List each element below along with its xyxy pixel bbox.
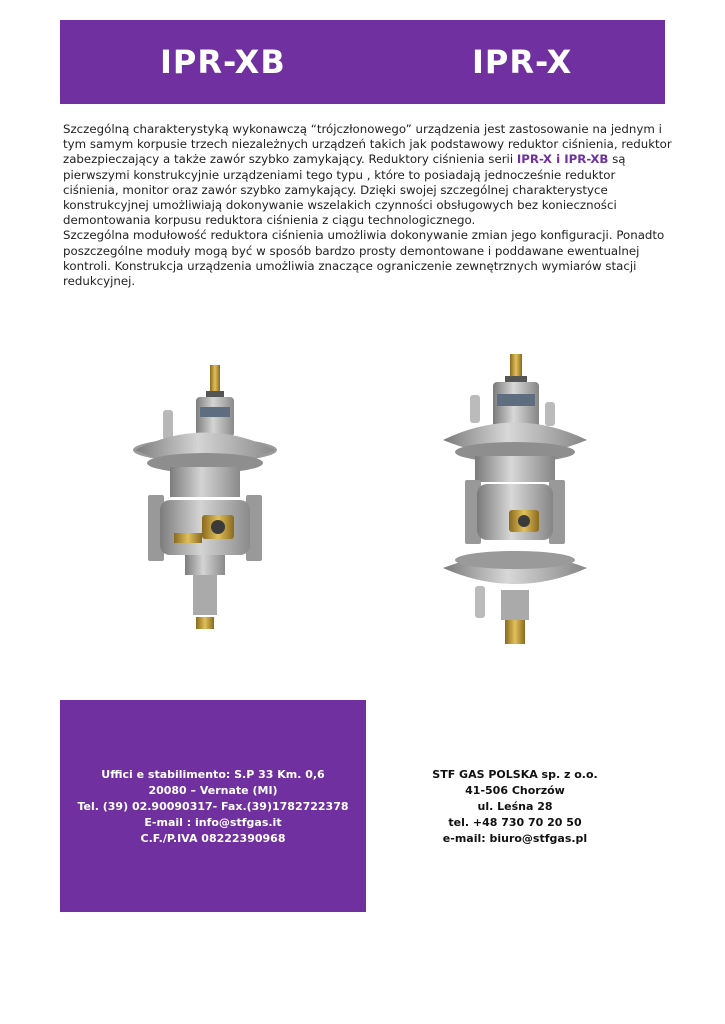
header-banner xyxy=(60,20,665,104)
description-text-a: Szczególną charakterystyką wykonawczą “trójczłonowego” urządzenia jest zastosowanie na jednym i tym samym korpusie trzech niezależnych urządzeń takich jak podstawowy reduktor ciśnienia, reduktor zabezpieczający a także zawór szybko zamykający. Reduktory ciśnienia serii xyxy=(63,122,672,167)
title-ipr-x: IPR-X xyxy=(472,43,573,81)
poland-company: STF GAS POLSKA sp. z o.o. xyxy=(432,768,598,781)
product-description xyxy=(63,122,673,289)
italy-city: 20080 – Vernate (MI) xyxy=(148,784,278,797)
poland-city: 41-506 Chorzów xyxy=(465,784,565,797)
italy-contact-box xyxy=(60,700,366,912)
italy-address: Uffici e stabilimento: S.P 33 Km. 0,6 xyxy=(101,768,325,781)
italy-vat: C.F./P.IVA 08222390968 xyxy=(140,832,286,845)
poland-street: ul. Leśna 28 xyxy=(477,800,553,813)
model-highlight: IPR-X i IPR-XB xyxy=(516,152,609,167)
gas-regulator-ipr-x-image xyxy=(435,350,595,650)
description-paragraph-1 xyxy=(63,122,673,228)
italy-email[interactable]: E-mail : info@stfgas.it xyxy=(144,816,282,829)
poland-contact xyxy=(420,767,610,847)
poland-phone: tel. +48 730 70 20 50 xyxy=(448,816,582,829)
poland-email[interactable]: e-mail: biuro@stfgas.pl xyxy=(442,832,588,845)
italy-phone-fax: Tel. (39) 02.90090317- Fax.(39)1782722378 xyxy=(77,800,349,813)
title-ipr-xb: IPR-XB xyxy=(160,43,286,81)
gas-regulator-ipr-xb-image xyxy=(130,355,280,635)
description-text-b: są pierwszymi konstrukcyjnie urządzeniami tego typu , które to posiadają jednocześnie reduktor ciśnienia, monitor oraz zawór szybko zamykający. Dzięki swojej szczególnej charakterystyce konstrukcyjnej umożliwiają dokonywanie wszelakich czynności obsługowych bez konieczności demontowania korpusu reduktora ciśnienia z ciągu technologicznego. xyxy=(63,152,626,228)
description-paragraph-2: Szczególna modułowość reduktora ciśnienia umożliwia dokonywanie zmian jego konfiguracji. Ponadto poszczególne moduły mogą być w sposób bardzo prosty demontowane i poddawane ewentualnej kontroli. Konstrukcja urządzenia umożliwia znaczące ograniczenie zewnętrznych wymiarów stacji redukcyjnej. xyxy=(63,228,665,289)
italy-contact-lines xyxy=(60,767,366,847)
